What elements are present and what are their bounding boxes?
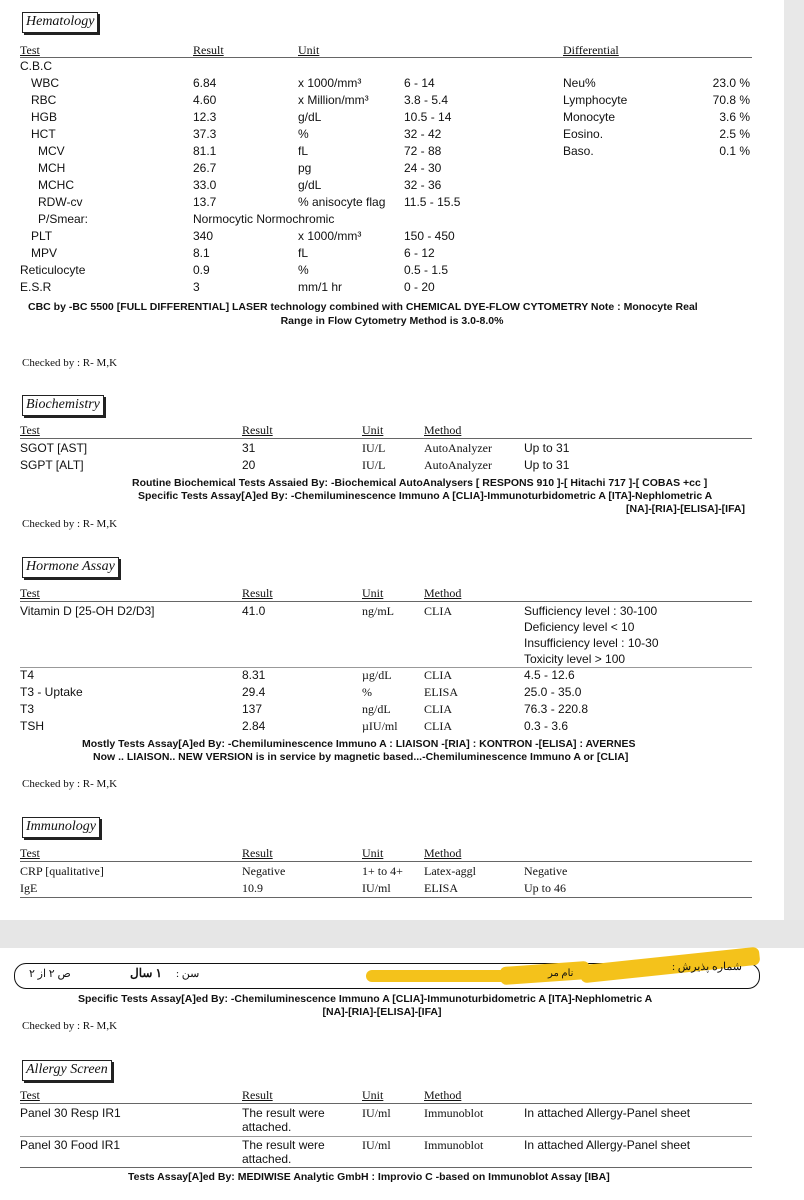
row-method: ELISA [424,881,458,895]
row-range: 24 - 30 [404,161,442,175]
row-unit: 1+ to 4+ [362,864,403,878]
row-range: 10.5 - 14 [404,110,452,124]
row-unit: g/dL [298,178,322,192]
row-range: 25.0 - 35.0 [524,685,582,699]
row-range: 6 - 12 [404,246,435,260]
row-unit: IU/L [362,458,386,472]
immuno-header-method: Method [424,846,462,860]
hormone-title: Hormone Assay [22,557,119,578]
row-result: 2.84 [242,719,266,733]
row-method: CLIA [424,719,452,733]
vitd-range-line: Sufficiency level : 30-100 [524,604,658,618]
row-test: MPV [31,246,58,260]
patient-age-value: ۱ سال [130,966,162,980]
row-range: 0.3 - 3.6 [524,719,569,733]
row-range: 32 - 36 [404,178,442,192]
row-test: MCH [38,161,66,175]
allergy-header-test: Test [20,1088,40,1102]
row-note: In attached Allergy-Panel sheet [524,1106,691,1120]
row-result: 8.31 [242,668,266,682]
row-result: 41.0 [242,604,266,618]
row-test: PLT [31,229,53,243]
row-unit: x Million/mm³ [298,93,369,107]
row-test: HGB [31,110,58,124]
hormone-header-method: Method [424,586,462,600]
diff-value: 23.0 % [712,76,750,90]
diff-value: 0.1 % [719,144,750,158]
row-method: ELISA [424,685,458,699]
biochem-method-note-3: [NA]-[RIA]-[ELISA]-[IFA] [626,503,745,515]
allergy-method-note: Tests Assay[A]ed By: MEDIWISE Analytic GmbH : Improvio C -based on Immunoblot Assay [IBA] [128,1171,610,1183]
row-test: RBC [31,93,57,107]
row-range: Up to 31 [524,441,570,455]
immuno-header-rule [20,861,752,862]
diff-name: Monocyte [563,110,616,124]
row-range: 32 - 42 [404,127,442,141]
cbc-label: C.B.C [20,59,53,73]
allergy-title: Allergy Screen [22,1060,112,1081]
immuno-header-unit: Unit [362,846,384,860]
hormone-header-test: Test [20,586,40,600]
row-test: RDW-cv [38,195,83,209]
row-test: HCT [31,127,56,141]
immuno-row-rule [20,897,752,898]
row-result: The result were [242,1138,325,1152]
vitd-range-line: Toxicity level > 100 [524,652,626,666]
row-unit: mm/1 hr [298,280,343,294]
row-unit: ng/mL [362,604,394,618]
row-result: The result were [242,1106,325,1120]
row-range: 11.5 - 15.5 [404,195,461,209]
row-range: 76.3 - 220.8 [524,702,589,716]
page2-method-note: Specific Tests Assay[A]ed By: -Chemiluminescence Immuno A [CLIA]-Immunoturbidometric A [ITA]-Nephlometric A [78,993,653,1005]
row-result: 13.7 [193,195,217,209]
row-result: 10.9 [242,881,263,895]
row-result: Normocytic Normochromic [193,212,335,226]
row-method: AutoAnalyzer [424,441,492,455]
hematology-header-rule [20,57,752,58]
page2-checked-by: Checked by : R- M,K [22,1020,118,1032]
biochem-method-note: Routine Biochemical Tests Assaied By: -Biochemical AutoAnalysers [ RESPONS 910 ]-[ Hitachi 717 ]-[ COBAS +cc ] [132,477,708,489]
row-method: AutoAnalyzer [424,458,492,472]
row-range: Negative [524,864,568,878]
page-gap [0,920,804,948]
row-result: Negative [242,864,286,878]
vitd-range-line: Deficiency level < 10 [524,620,635,634]
row-test: Vitamin D [25-OH D2/D3] [20,604,155,618]
admission-number-label: شماره پذیرش : [672,961,742,973]
hematology-header-test: Test [20,43,40,57]
page-edge-shadow [784,0,804,920]
row-unit: fL [298,144,309,158]
row-range: 72 - 88 [404,144,442,158]
row-unit: µIU/ml [362,719,398,733]
hormone-method-note-2: Now .. LIAISON.. NEW VERSION is in service by magnetic based...-Chemiluminescence Immuno A or [CLIA] [93,751,629,763]
hormone-method-note: Mostly Tests Assay[A]ed By: -Chemiluminescence Immuno A : LIAISON -[RIA] : KONTRON -[ELISA] : AVERNES [82,738,636,750]
row-result-cont: attached. [242,1120,292,1134]
row-method: CLIA [424,702,452,716]
biochem-header-method: Method [424,423,462,437]
row-range: 0.5 - 1.5 [404,263,449,277]
row-method: Immunoblot [424,1138,484,1152]
row-unit: x 1000/mm³ [298,229,362,243]
row-unit: pg [298,161,312,175]
row-unit: % [298,127,309,141]
immuno-header-test: Test [20,846,40,860]
patient-name-label: نام مر [548,968,574,979]
row-unit: µg/dL [362,668,392,682]
patient-age-label: سن : [176,968,200,980]
allergy-header-rule [20,1103,752,1104]
row-result: 3 [193,280,200,294]
row-range: 6 - 14 [404,76,435,90]
row-unit: IU/ml [362,1138,391,1152]
allergy-header-method: Method [424,1088,462,1102]
row-range: 0 - 20 [404,280,435,294]
biochem-method-note-2: Specific Tests Assay[A]ed By: -Chemiluminescence Immuno A [CLIA]-Immunoturbidometric A [ITA]-Nephlometric A [138,490,713,502]
vitd-range-line: Insufficiency level : 10-30 [524,636,659,650]
hematology-header-result: Result [193,43,224,57]
row-test: SGPT [ALT] [20,458,84,472]
hormone-checked-by: Checked by : R- M,K [22,778,118,790]
row-result: 31 [242,441,256,455]
hormone-header-unit: Unit [362,586,384,600]
row-test: TSH [20,719,44,733]
row-unit: IU/ml [362,1106,391,1120]
row-result: 137 [242,702,263,716]
row-test: E.S.R [20,280,52,294]
row-test: T3 [20,702,35,716]
biochem-checked-by: Checked by : R- M,K [22,518,118,530]
row-test: P/Smear: [38,212,89,226]
row-unit: ng/dL [362,702,391,716]
row-unit: fL [298,246,309,260]
row-test: MCV [38,144,65,158]
page2-method-note-2: [NA]-[RIA]-[ELISA]-[IFA] [322,1006,442,1018]
page-number: ص ۲ از ۲ [29,968,71,980]
row-note: In attached Allergy-Panel sheet [524,1138,691,1152]
row-result: 12.3 [193,110,217,124]
row-test: Panel 30 Resp IR1 [20,1106,121,1120]
redaction-highlight [366,970,516,982]
cbc-method-note-2: Range in Flow Cytometry Method is 3.0-8.0% [280,315,504,327]
row-method: CLIA [424,604,452,618]
biochem-header-result: Result [242,423,273,437]
row-method: Immunoblot [424,1106,484,1120]
diff-name: Neu% [563,76,596,90]
row-range: Up to 31 [524,458,570,472]
row-unit: % anisocyte flag [298,195,386,209]
row-result: 0.9 [193,263,210,277]
row-result: 340 [193,229,214,243]
row-test: MCHC [38,178,74,192]
row-result: 4.60 [193,93,217,107]
hematology-title: Hematology [22,12,98,33]
diff-name: Eosino. [563,127,604,141]
row-result: 20 [242,458,256,472]
biochem-header-rule [20,438,752,439]
row-result: 6.84 [193,76,217,90]
hematology-header-unit: Unit [298,43,320,57]
row-test: Reticulocyte [20,263,86,277]
row-result: 33.0 [193,178,217,192]
row-test: IgE [20,881,38,895]
hematology-checked-by: Checked by : R- M,K [22,357,118,369]
immunology-title: Immunology [22,817,100,838]
cbc-method-note: CBC by -BC 5500 [FULL DIFFERENTIAL] LASER technology combined with CHEMICAL DYE-FLOW CYTOMETRY Note : Monocyte Real [28,301,698,313]
row-unit: IU/ml [362,881,391,895]
row-method: CLIA [424,668,452,682]
row-test: T4 [20,668,35,682]
hormone-header-result: Result [242,586,273,600]
allergy-header-result: Result [242,1088,273,1102]
row-result: 81.1 [193,144,217,158]
diff-value: 70.8 % [712,93,750,107]
row-range: 4.5 - 12.6 [524,668,575,682]
row-unit: g/dL [298,110,322,124]
allergy-row-rule [20,1136,752,1137]
row-test: WBC [31,76,59,90]
row-test: SGOT [AST] [20,441,88,455]
row-result: 37.3 [193,127,217,141]
row-result: 26.7 [193,161,217,175]
biochemistry-title: Biochemistry [22,395,104,416]
diff-value: 3.6 % [719,110,750,124]
row-range: 150 - 450 [404,229,455,243]
immuno-header-result: Result [242,846,273,860]
diff-value: 2.5 % [719,127,750,141]
biochem-header-test: Test [20,423,40,437]
row-result: 8.1 [193,246,210,260]
row-result-cont: attached. [242,1152,292,1166]
row-unit: % [362,685,372,699]
allergy-header-unit: Unit [362,1088,384,1102]
hormone-header-rule [20,601,752,602]
row-range: Up to 46 [524,881,566,895]
diff-name: Baso. [563,144,594,158]
row-unit: % [298,263,309,277]
allergy-bottom-rule [20,1167,752,1168]
biochem-header-unit: Unit [362,423,384,437]
row-unit: IU/L [362,441,386,455]
row-method: Latex-aggl [424,864,476,878]
row-range: 3.8 - 5.4 [404,93,449,107]
row-test: T3 - Uptake [20,685,83,699]
row-unit: x 1000/mm³ [298,76,362,90]
hematology-header-differential: Differential [563,43,619,57]
diff-name: Lymphocyte [563,93,628,107]
row-test: Panel 30 Food IR1 [20,1138,121,1152]
row-result: 29.4 [242,685,266,699]
row-test: CRP [qualitative] [20,864,104,878]
